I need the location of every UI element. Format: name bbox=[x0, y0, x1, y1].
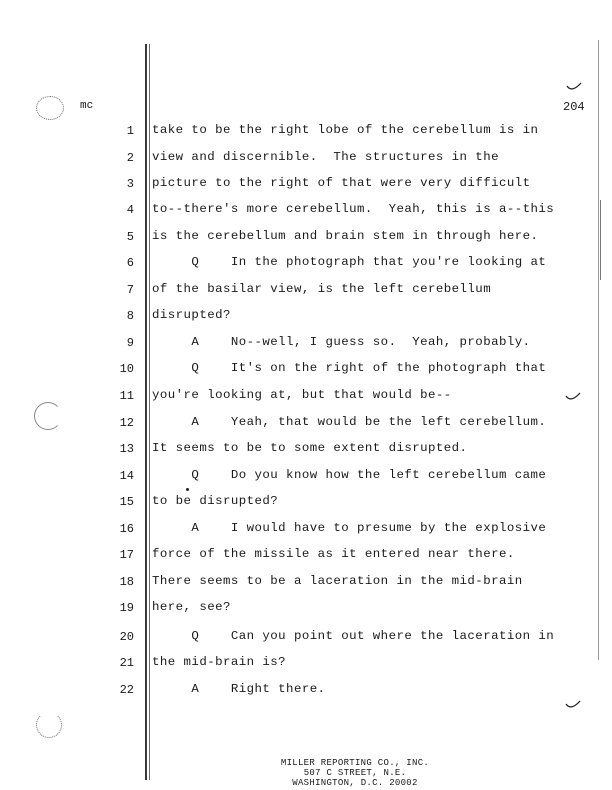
punch-hole-icon bbox=[34, 402, 62, 430]
left-margin-rule-inner bbox=[149, 44, 150, 780]
transcript-line: Q Do you know how the left cerebellum came bbox=[152, 468, 547, 482]
line-number: 8 bbox=[126, 309, 134, 323]
line-number: 12 bbox=[119, 416, 134, 430]
transcript-line: A No--well, I guess so. Yeah, probably. bbox=[152, 335, 531, 349]
transcript-line: to--there's more cerebellum. Yeah, this is a--this bbox=[152, 202, 555, 216]
reporter-initials: mc bbox=[80, 100, 94, 112]
line-number: 18 bbox=[119, 575, 134, 589]
transcript-line: of the basilar view, is the left cerebellum bbox=[152, 282, 492, 296]
footer-street: 507 C STREET, N.E. bbox=[303, 768, 407, 778]
check-mark-icon bbox=[565, 392, 581, 402]
line-number: 7 bbox=[126, 283, 134, 297]
footer-company: MILLER REPORTING CO., INC. bbox=[280, 758, 430, 768]
line-number: 13 bbox=[119, 442, 134, 456]
transcript-line: view and discernible. The structures in the bbox=[152, 150, 499, 164]
line-number: 21 bbox=[119, 656, 134, 670]
punch-hole-icon bbox=[36, 96, 64, 120]
line-number: 3 bbox=[126, 177, 134, 191]
transcript-line: take to be the right lobe of the cerebellum is in bbox=[152, 123, 539, 137]
line-number: 6 bbox=[126, 256, 134, 270]
transcript-line: It seems to be to some extent disrupted. bbox=[152, 441, 468, 455]
line-number: 14 bbox=[119, 469, 134, 483]
transcript-line: force of the missile as it entered near there. bbox=[152, 547, 515, 561]
transcript-line: Q Can you point out where the laceration in bbox=[152, 629, 555, 643]
transcript-line: Q It's on the right of the photograph that bbox=[152, 361, 547, 375]
line-number: 10 bbox=[119, 362, 134, 376]
transcript-line: here, see? bbox=[152, 600, 231, 614]
line-number: 5 bbox=[126, 230, 134, 244]
line-number: 11 bbox=[119, 389, 134, 403]
footer-city: WASHINGTON, D.C. 20002 bbox=[292, 778, 418, 788]
transcript-line: disrupted? bbox=[152, 308, 231, 322]
transcript-line: picture to the right of that were very difficult bbox=[152, 176, 531, 190]
line-number: 9 bbox=[126, 336, 134, 350]
transcript-line: you're looking at, but that would be-- bbox=[152, 388, 452, 402]
transcript-line: to be disrupted? bbox=[152, 494, 279, 508]
page-number: 204 bbox=[563, 100, 585, 114]
transcript-line: There seems to be a laceration in the mid-brain bbox=[152, 574, 523, 588]
transcript-line: the mid-brain is? bbox=[152, 655, 287, 669]
transcript-line: Q In the photograph that you're looking at bbox=[152, 255, 547, 269]
transcript-line: A I would have to presume by the explosive bbox=[152, 521, 547, 535]
line-number: 20 bbox=[119, 630, 134, 644]
line-number: 4 bbox=[126, 203, 134, 217]
line-number: 15 bbox=[119, 495, 134, 509]
check-mark-icon bbox=[565, 700, 581, 710]
transcript-line: A Yeah, that would be the left cerebellum. bbox=[152, 415, 547, 429]
ink-dot bbox=[186, 488, 189, 491]
check-mark-icon bbox=[566, 82, 582, 92]
punch-hole-icon bbox=[36, 712, 62, 738]
right-margin-mark bbox=[600, 200, 601, 280]
line-number: 19 bbox=[119, 601, 134, 615]
line-number: 2 bbox=[126, 151, 134, 165]
line-number: 1 bbox=[126, 124, 134, 138]
transcript-line: A Right there. bbox=[152, 682, 326, 696]
right-margin-rule bbox=[598, 40, 599, 660]
transcript-line: is the cerebellum and brain stem in through here. bbox=[152, 229, 539, 243]
line-number: 16 bbox=[119, 522, 134, 536]
line-number: 22 bbox=[119, 683, 134, 697]
left-margin-rule bbox=[145, 44, 147, 780]
line-number: 17 bbox=[119, 548, 134, 562]
